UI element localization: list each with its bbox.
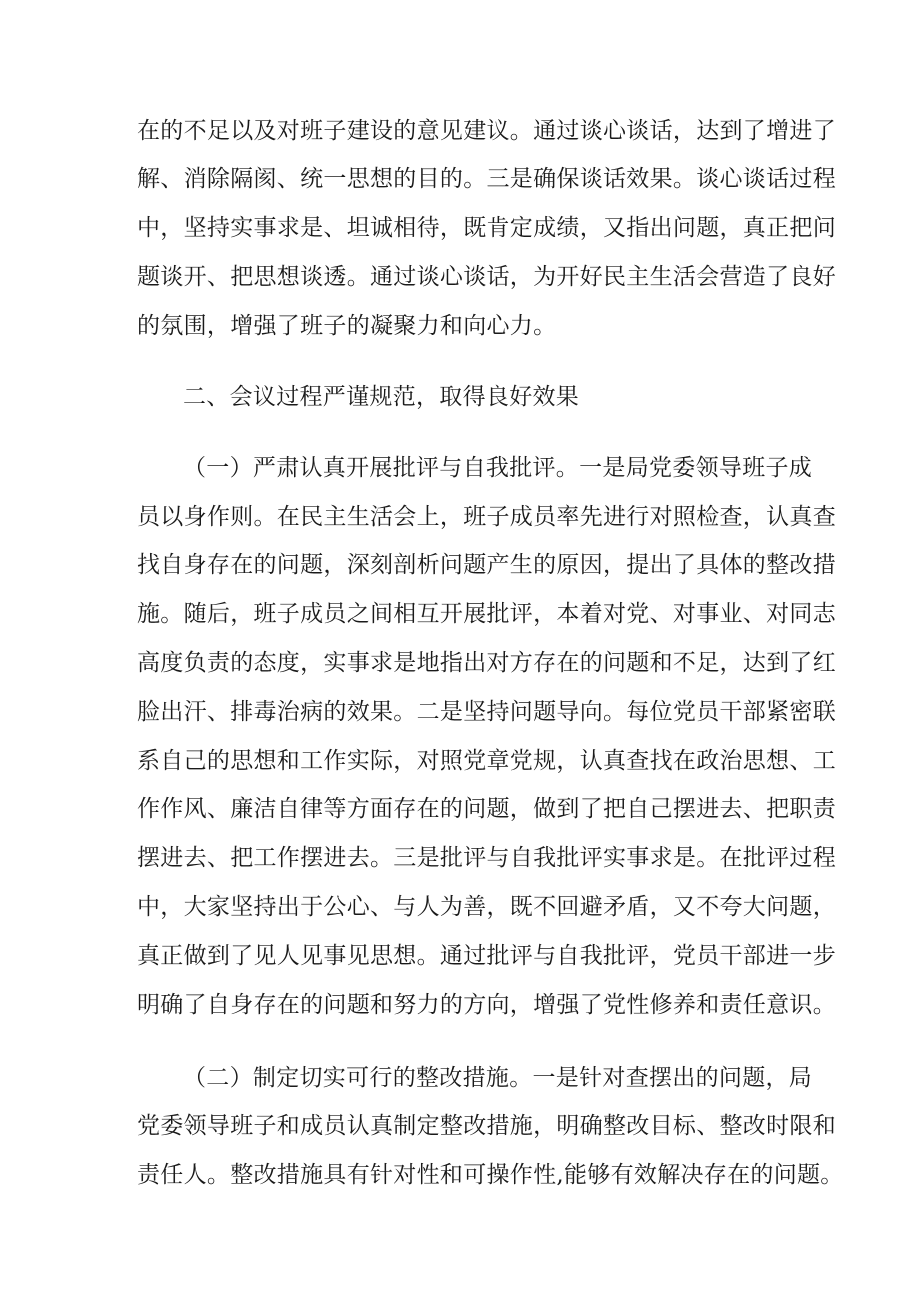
paragraph-line: 责任人。整改措施具有针对性和可操作性,能够有效解决存在的问题。 bbox=[137, 1162, 844, 1188]
paragraph-line: 中，大家坚持出于公心、与人为善，既不回避矛盾，又不夸大问题， bbox=[137, 894, 836, 920]
section-heading: 二、会议过程严谨规范，取得良好效果 bbox=[183, 384, 580, 410]
paragraph-line: 在的不足以及对班子建设的意见建议。通过谈心谈话，达到了增进了 bbox=[137, 118, 836, 144]
paragraph-line: 找自身存在的问题，深刻剖析问题产生的原因，提出了具体的整改措 bbox=[137, 552, 836, 578]
paragraph-line: 党委领导班子和成员认真制定整改措施，明确整改目标、整改时限和 bbox=[137, 1113, 836, 1139]
paragraph-line: 明确了自身存在的问题和努力的方向，增强了党性修养和责任意识。 bbox=[137, 992, 836, 1018]
paragraph-line: 高度负责的态度，实事求是地指出对方存在的问题和不足，达到了红 bbox=[137, 650, 836, 676]
paragraph-line: 解、消除隔阂、统一思想的目的。三是确保谈话效果。谈心谈话过程 bbox=[137, 166, 836, 192]
paragraph-line: 摆进去、把工作摆进去。三是批评与自我批评实事求是。在批评过程 bbox=[137, 845, 836, 871]
paragraph-line: 中，坚持实事求是、坦诚相待，既肯定成绩，又指出问题，真正把问 bbox=[137, 215, 836, 241]
paragraph-line: 脸出汗、排毒治病的效果。二是坚持问题导向。每位党员干部紧密联 bbox=[137, 699, 836, 725]
paragraph-line: 作作风、廉洁自律等方面存在的问题，做到了把自己摆进去、把职责 bbox=[137, 796, 836, 822]
paragraph-line: 题谈开、把思想谈透。通过谈心谈话，为开好民主生活会营造了良好 bbox=[137, 264, 836, 290]
paragraph-line: 真正做到了见人见事见思想。通过批评与自我批评，党员干部进一步 bbox=[137, 943, 836, 969]
paragraph-line: （一）严肃认真开展批评与自我批评。一是局党委领导班子成 bbox=[183, 455, 813, 481]
paragraph-line: 系自己的思想和工作实际，对照党章党规，认真查找在政治思想、工 bbox=[137, 748, 836, 774]
paragraph-line: 员以身作则。在民主生活会上，班子成员率先进行对照检查，认真查 bbox=[137, 504, 836, 530]
paragraph-line: （二）制定切实可行的整改措施。一是针对查摆出的问题，局 bbox=[183, 1065, 813, 1091]
paragraph-line: 施。随后，班子成员之间相互开展批评，本着对党、对事业、对同志 bbox=[137, 601, 836, 627]
paragraph-line: 的氛围，增强了班子的凝聚力和向心力。 bbox=[137, 313, 557, 339]
